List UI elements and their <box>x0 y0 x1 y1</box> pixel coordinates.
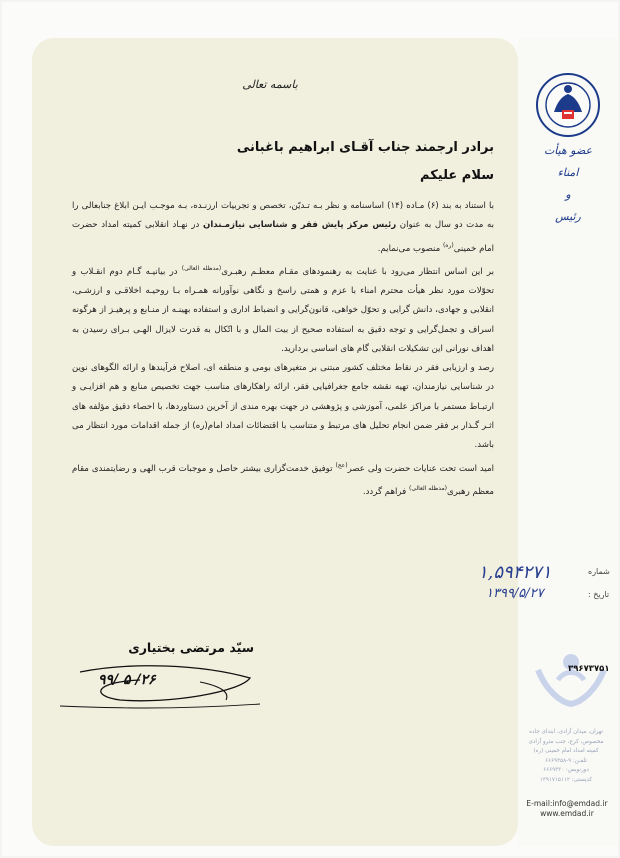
bismillah-heading: باسمه تعالی <box>242 78 298 91</box>
number-label: شماره <box>588 567 610 576</box>
signer-name: سیّد مرتضی بختیاری <box>128 640 254 655</box>
appointment-title: رئیس مرکز پایش فقر و شناسایی نیازمـندان <box>203 220 397 231</box>
recipient-line: برادر ارجمند جناب آقـای ابراهیم باغبانی <box>236 140 494 155</box>
letter-number: ۱,۵۹۴۲۷۱ <box>478 562 552 583</box>
letter-date: ۱۳۹۹/۵/۲۷ <box>486 586 544 601</box>
letter-body <box>72 197 494 502</box>
hands-watermark-icon <box>528 640 614 710</box>
paragraph-duties: رصد و ارزیابی فقر در نقاط مختلف کشور مبتنی بر متغیرهای بومی و منطقه ای، اصلاح فرآیندها و ارائه الگوهای نوین در شناسایی نیازمندان، تهیه نقشه جامع جغرافیایی فقر، ارائه راهکارهای مناسب جهت تخصیص منابع و هم افزایـی و ارتبـاط مستمر با مراکز علمی، آموزشی و پژوهشی در جهت بهره مندی از آخرین دستاوردها، با احصاء دقیق مؤلفه های اثـر گـذار بر فقر ضمن انجام تحلیل های مرتبط و متناسب با اقتضائات امداد امام(ره) از جمله اقدامات مورد انتظار می باشد. <box>72 363 494 451</box>
paragraph-expectations: بر این اساس انتظار می‌رود با عنایت به رهنمودهای مقـام معظـم رهبـری$^{(مدظله العالی)}$ در بیانیـه گـام دوم انقـلاب و تحوّلات مورد نظر هیأت محترم امناء با عزم و همتی راسخ و نگاهی نوآورانه همـراه بـا روحیـه اخلاقـی و ارزشـی، انقلابی و جهادی، دانش گرایی و تحوّل خواهی، قانون‌گرایی و انضباط اداری و استفاده بهینـه از منـابع و پرهیـز از هرگونه اسراف و تجمل‌گرایی و توجه دقیق به استفاده صحیح از بیت المال و با اتّکال به قدرت لایزال الهـی بـرای رسیدن به اهداف نورانی این تشکیلات انقلابی گام های اساسی بردارید. <box>72 264 494 354</box>
letterhead-title: عضو هیأت امناء و رئیس <box>543 144 593 223</box>
paragraph-appointment: با استناد به بند (۶) مـاده (۱۴) اساسنامه و نظر بـه تـدیّن، تخصص و تجربیات ارزنـده، بـه موجـب ایـن ابلاغ جنابعالی را به مدت دو سال به عنوان رئیس مرکز پایش فقر و شناسایی نیازمـندان در نهـاد انقلابی کمیته امداد حضرت امام خمینی$^{(ره)}$ منصوب می‌نمایم. <box>72 201 494 254</box>
emdad-emblem-icon <box>528 70 608 140</box>
signature-scribble <box>50 652 270 712</box>
date-label: تاریخ : <box>588 590 610 599</box>
postal-code: ۳۹۶۷۳۷۵۱ <box>568 664 610 674</box>
signature-date: ۹۹/ ۵ /۲۶ <box>98 672 156 688</box>
website-link[interactable]: www.emdad.ir <box>540 809 594 818</box>
contact-web <box>520 799 614 819</box>
paragraph-closing: امید است تحت عنایات حضرت ولی عصر$^{(عج)}$ توفیق خدمت‌گزاری بیشتر حاصل و موجبات قرب الهی و رضایتمندی مقام معظم رهبری$^{(مدظله العالی)}$ فراهم گردد. <box>72 461 494 497</box>
email-link[interactable]: E-mail:info@emdad.ir <box>526 799 608 808</box>
address-block: تهران، میدان آزادی، ابتدای جاده مخصوص، کرج، جنب مترو آزادی کمیته امداد امام خمینی (ره) تلفـن: ۹-۶۶۶۹۳۵۸ دورنویس: ۶۶۶۹۳۳۰ کدپستی: ۱۳۹۱۷۱۵۱۱۲ <box>528 729 604 783</box>
greeting-line: سلام علیکم <box>420 168 494 183</box>
